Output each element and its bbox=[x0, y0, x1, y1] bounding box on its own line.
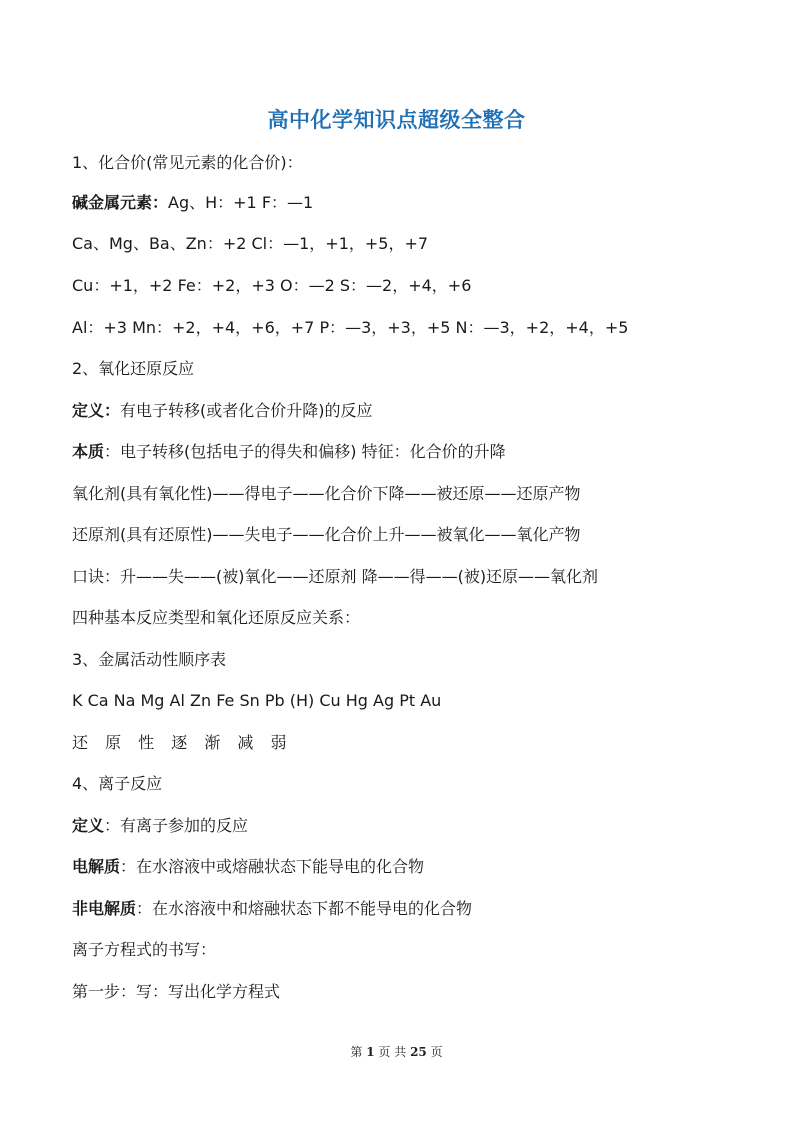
text-line-6 bbox=[72, 358, 762, 380]
line-label: 定义 bbox=[72, 816, 105, 835]
line-text: 3、金属活动性顺序表 bbox=[72, 650, 227, 669]
text-line-5 bbox=[72, 317, 762, 339]
text-line-1 bbox=[72, 152, 762, 174]
footer-suffix: 页 bbox=[430, 1045, 443, 1059]
text-line-15 bbox=[72, 732, 762, 754]
line-text: Ca、Mg、Ba、Zn：+2 Cl：—1，+1，+5，+7 bbox=[72, 234, 429, 253]
page-number: 1 bbox=[366, 1045, 375, 1059]
line-text: 还原剂(具有还原性)——失电子——化合价上升——被氧化——氧化产物 bbox=[72, 525, 581, 544]
line-label: 电解质 bbox=[72, 857, 121, 876]
footer-prefix: 第 bbox=[350, 1045, 363, 1059]
line-text: 有电子转移(或者化合价升降)的反应 bbox=[120, 401, 373, 420]
line-text: K Ca Na Mg Al Zn Fe Sn Pb (H) Cu Hg Ag Pt Au bbox=[72, 691, 442, 710]
line-text: 口诀：升——失——(被)氧化——还原剂 降——得——(被)还原——氧化剂 bbox=[72, 567, 599, 586]
line-text: 4、离子反应 bbox=[72, 774, 163, 793]
page-footer bbox=[0, 1043, 793, 1060]
line-text: ：在水溶液中和熔融状态下都不能导电的化合物 bbox=[136, 899, 473, 918]
text-line-3 bbox=[72, 233, 762, 255]
line-text: ：有离子参加的反应 bbox=[104, 816, 249, 835]
line-text: 1、化合价(常见元素的化合价)： bbox=[72, 153, 303, 172]
text-line-2 bbox=[72, 192, 762, 214]
text-line-11 bbox=[72, 566, 762, 588]
text-line-9 bbox=[72, 483, 762, 505]
line-text: 四种基本反应类型和氧化还原反应关系： bbox=[72, 608, 361, 627]
line-text: 离子方程式的书写： bbox=[72, 940, 217, 959]
text-line-17 bbox=[72, 815, 762, 837]
text-line-14 bbox=[72, 690, 762, 712]
text-line-7 bbox=[72, 400, 762, 422]
text-line-12 bbox=[72, 607, 762, 629]
footer-middle: 页 共 bbox=[378, 1045, 407, 1059]
text-line-13 bbox=[72, 649, 762, 671]
page-title: 高中化学知识点超级全整合 bbox=[267, 108, 526, 132]
line-text: 氧化剂(具有氧化性)——得电子——化合价下降——被还原——还原产物 bbox=[72, 484, 581, 503]
line-text: Ag、H：+1 F：—1 bbox=[168, 193, 314, 212]
text-line-21 bbox=[72, 981, 762, 1003]
line-text: 2、氧化还原反应 bbox=[72, 359, 195, 378]
line-text: 第一步：写：写出化学方程式 bbox=[72, 982, 281, 1001]
line-text: Al：+3 Mn：+2，+4，+6，+7 P：—3，+3，+5 N：—3，+2，+4，+5 bbox=[72, 318, 629, 337]
text-line-20 bbox=[72, 939, 762, 961]
line-text: 还 原 性 逐 渐 减 弱 bbox=[72, 733, 293, 752]
line-label: 碱金属元素： bbox=[72, 193, 169, 212]
text-line-18 bbox=[72, 856, 762, 878]
text-line-10 bbox=[72, 524, 762, 546]
line-label: 定义： bbox=[72, 401, 121, 420]
text-line-4 bbox=[72, 275, 762, 297]
line-text: ：在水溶液中或熔融状态下能导电的化合物 bbox=[120, 857, 425, 876]
line-text: ：电子转移(包括电子的得失和偏移) 特征：化合价的升降 bbox=[104, 442, 506, 461]
text-line-16 bbox=[72, 773, 762, 795]
line-label: 非电解质 bbox=[72, 899, 137, 918]
text-line-8 bbox=[72, 441, 762, 463]
text-line-19 bbox=[72, 898, 762, 920]
line-label: 本质 bbox=[72, 442, 105, 461]
line-text: Cu：+1，+2 Fe：+2，+3 O：—2 S：—2，+4，+6 bbox=[72, 276, 472, 295]
total-pages: 25 bbox=[410, 1045, 427, 1059]
